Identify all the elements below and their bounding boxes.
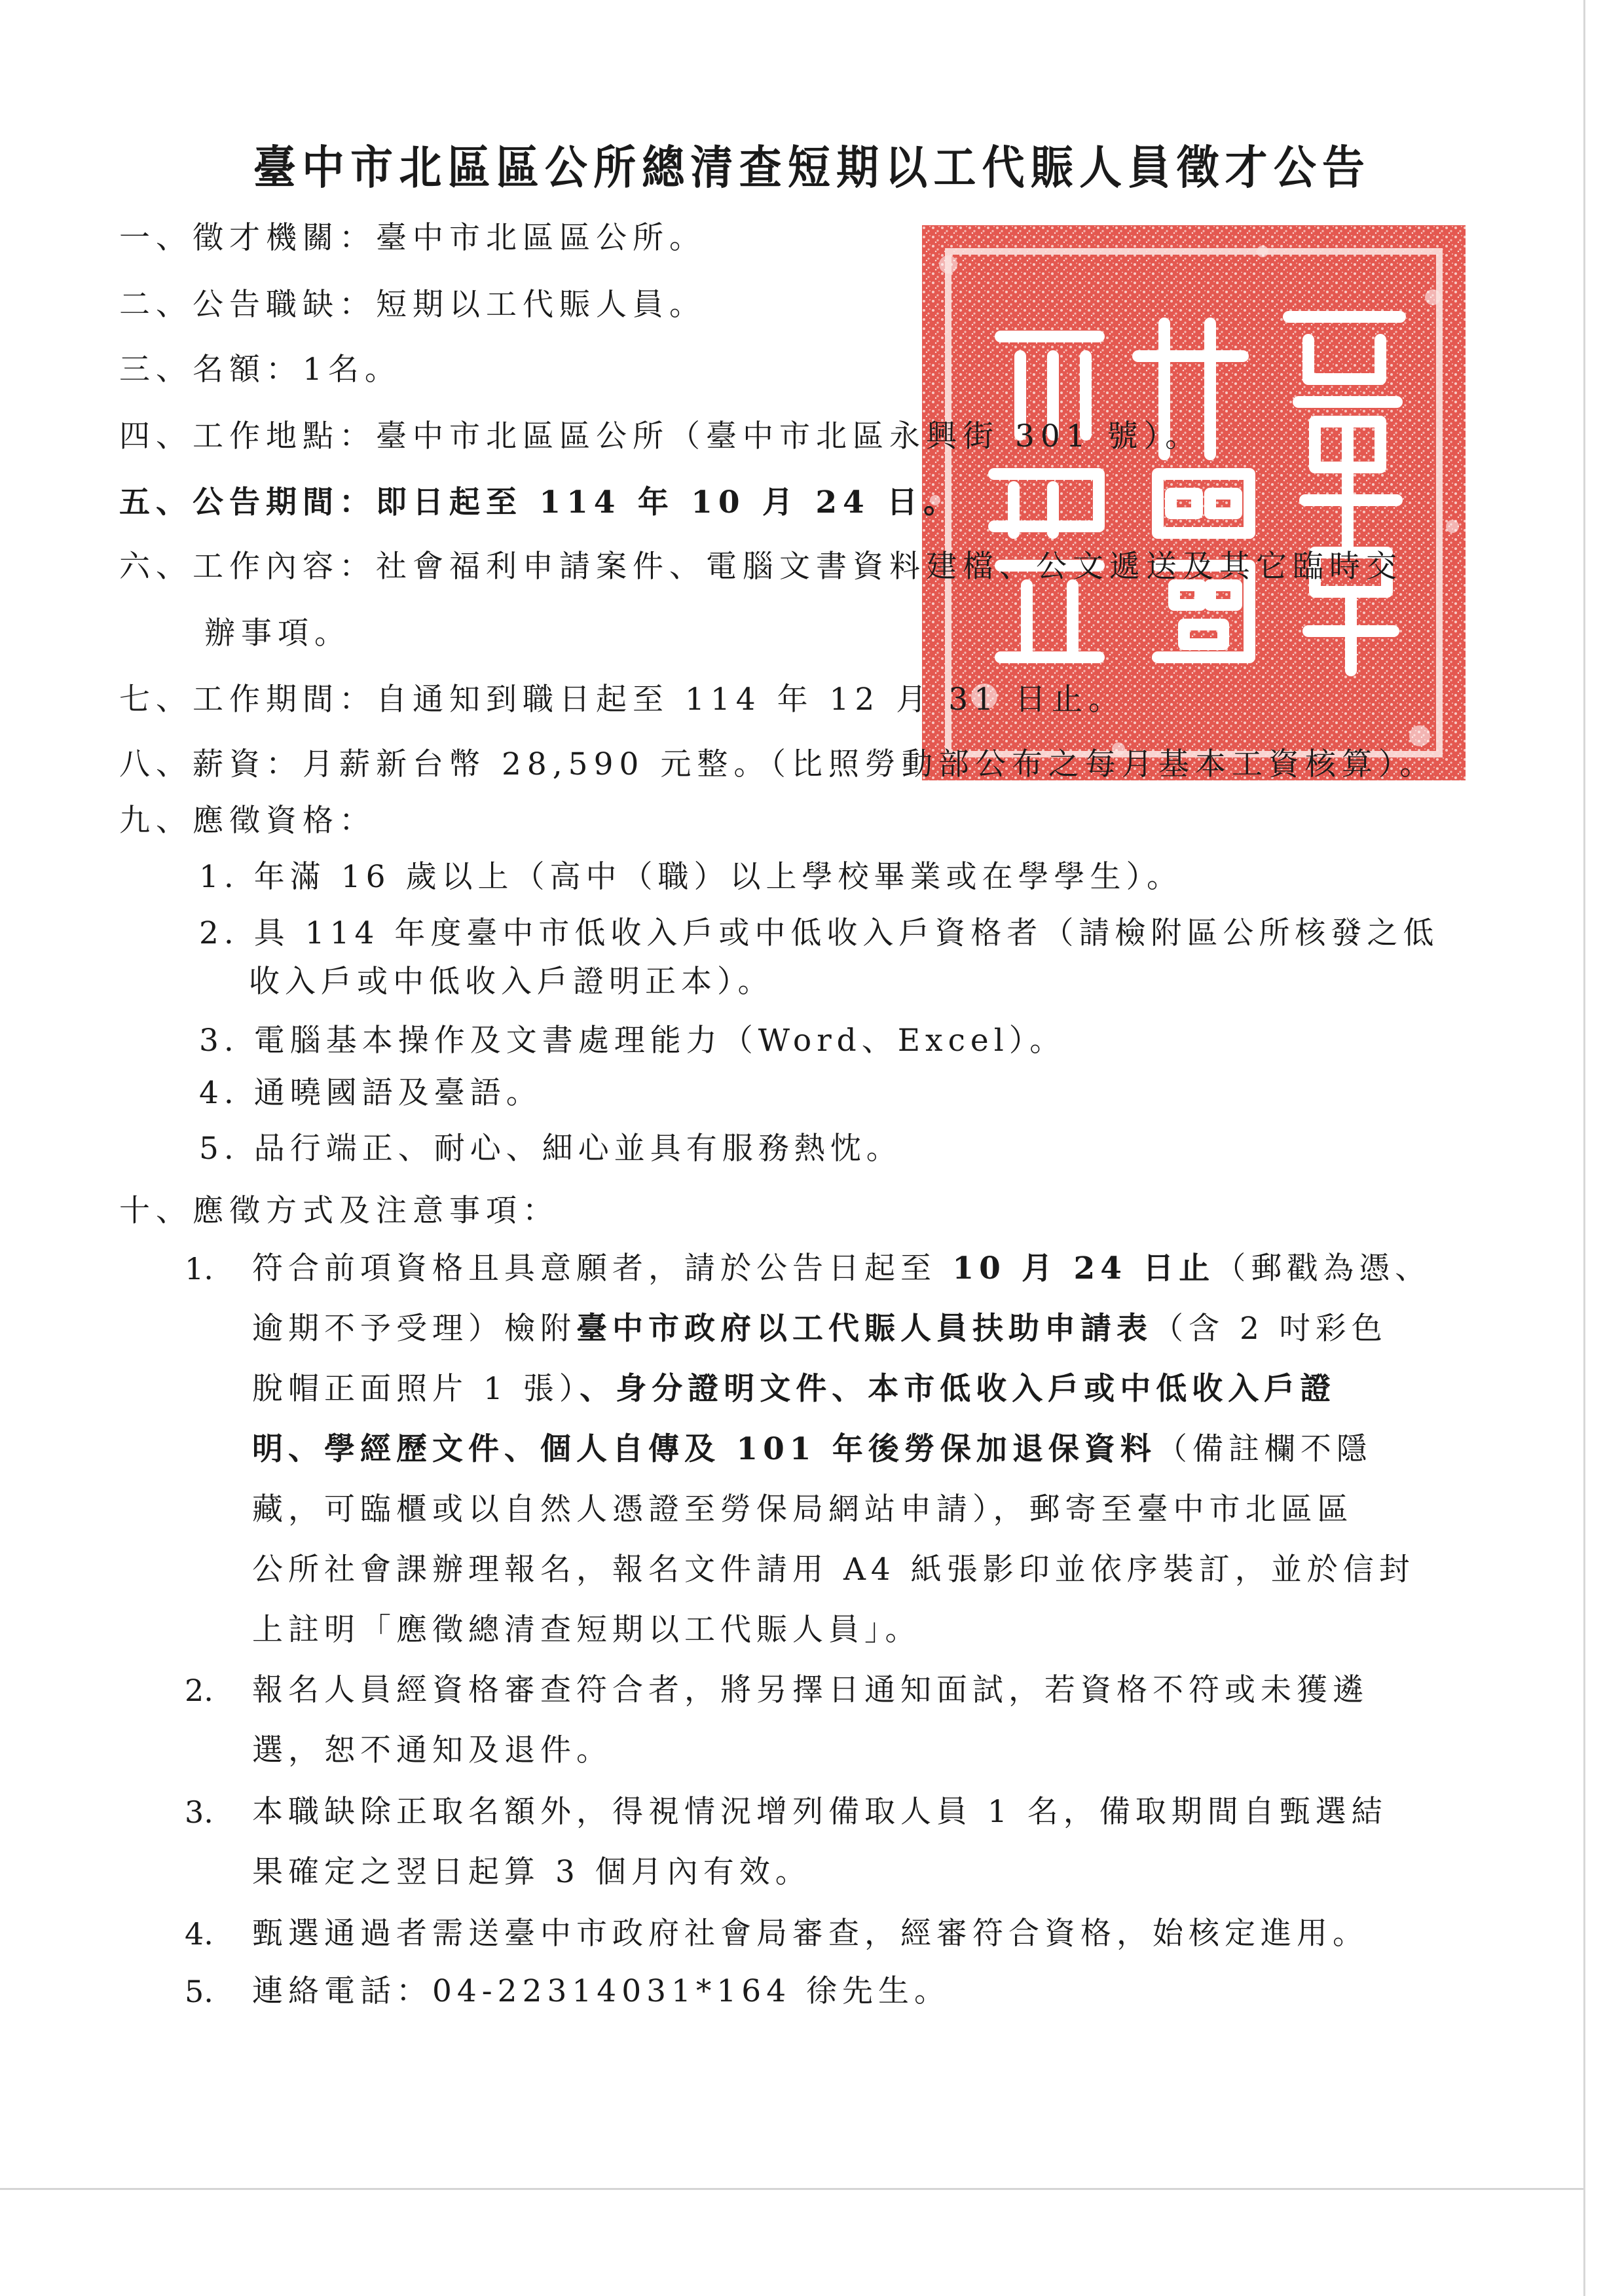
application-3-line-2: 果確定之翌日起算 3 個月內有效。 [252,1854,811,1890]
item-work-period: 七、工作期間：自通知到職日起至 114 年 12 月 31 日止。 [119,682,1125,718]
application-1-text: （含 2 吋彩色 [1153,1311,1388,1347]
application-1-form-name: 臺中市政府以工代賑人員扶助申請表 [576,1311,1153,1347]
application-1-line-1 [252,1249,1431,1288]
scan-edge-line [1583,0,1585,2296]
application-1-line-3 [252,1370,1336,1409]
contact-phone: 連絡電話：04-22314031*164 徐先生。 [252,1973,951,2009]
qualification-4: 4. 通曉國語及臺語。 [199,1075,542,1111]
application-1-line-7: 上註明「應徵總清查短期以工代賑人員」。 [252,1612,921,1648]
qualification-2: 2. 具 114 年度臺中市低收入戶或中低收入戶資格者（請檢附區公所核發之低 [199,915,1439,951]
qualification-1: 1. 年滿 16 歲以上（高中（職）以上學校畢業或在學學生）。 [199,859,1183,895]
application-1-line-2 [252,1309,1388,1349]
item-salary: 八、薪資：月薪新台幣 28,590 元整。（比照勞動部公布之每月基本工資核算）。 [119,746,1437,782]
application-5-number: 5. [185,1974,213,2009]
application-1-text: （郵戳為憑、 [1215,1250,1431,1286]
application-3-number: 3. [185,1795,213,1830]
application-4-number: 4. [185,1916,213,1952]
item-job-content-cont: 辦事項。 [204,615,351,651]
item-application-heading: 十、應徵方式及注意事項： [119,1193,559,1229]
item-qualifications-heading: 九、應徵資格： [119,803,376,839]
application-1-text: 符合前項資格且具意願者，請於公告日起至 [252,1250,936,1286]
application-1-line-5: 藏，可臨櫃或以自然人憑證至勞保局網站申請），郵寄至臺中市北區區 [252,1491,1354,1527]
item-recruiting-agency: 一、徵才機關：臺中市北區區公所。 [119,220,706,256]
application-1-deadline: 10 月 24 日止 [936,1250,1215,1286]
item-position: 二、公告職缺：短期以工代賑人員。 [119,287,706,323]
application-1-line-4 [252,1430,1373,1469]
application-1-number: 1. [185,1251,213,1286]
application-1-text: 逾期不予受理）檢附 [252,1311,576,1347]
scan-edge-line-bottom [0,2188,1583,2190]
application-1-line-6: 公所社會課辦理報名，報名文件請用 A4 紙張影印並依序裝訂，並於信封 [252,1552,1415,1588]
application-2-line-1: 報名人員經資格審查符合者，將另擇日通知面試，若資格不符或未獲遴 [252,1672,1369,1708]
page-title: 臺中市北區區公所總清查短期以工代賑人員徵才公告 [253,140,1371,194]
qualification-5: 5. 品行端正、耐心、細心並具有服務熱忱。 [199,1131,902,1167]
item-quota: 三、名額：1名。 [119,352,401,388]
application-1-text: 脫帽正面照片 1 張） [252,1371,580,1407]
item-job-content: 六、工作內容：社會福利申請案件、電腦文書資料建檔、公文遞送及其它臨時交 [119,549,1403,585]
application-2-line-2: 選，恕不通知及退件。 [252,1732,612,1768]
application-4-line-1: 甄選通過者需送臺中市政府社會局審查，經審符合資格，始核定進用。 [252,1916,1369,1952]
application-3-line-1: 本職缺除正取名額外，得視情況增列備取人員 1 名，備取期間自甄選結 [252,1794,1388,1830]
item-announcement-period: 五、公告期間：即日起至 114 年 10 月 24 日。 [119,484,961,520]
application-1-documents-cont: 明、學經歷文件、個人自傳及 101 年後勞保加退保資料 [252,1431,1156,1467]
application-2-number: 2. [185,1673,213,1708]
item-work-location: 四、工作地點：臺中市北區區公所（臺中市北區永興街 301 號）。 [119,418,1202,454]
application-1-documents: 、身分證明文件、本市低收入戶或中低收入戶證 [580,1371,1337,1407]
qualification-2-cont: 收入戶或中低收入戶證明正本）。 [249,964,774,1000]
application-1-text: （備註欄不隱 [1156,1431,1373,1467]
qualification-3: 3. 電腦基本操作及文書處理能力（Word、Excel）。 [199,1023,1066,1059]
